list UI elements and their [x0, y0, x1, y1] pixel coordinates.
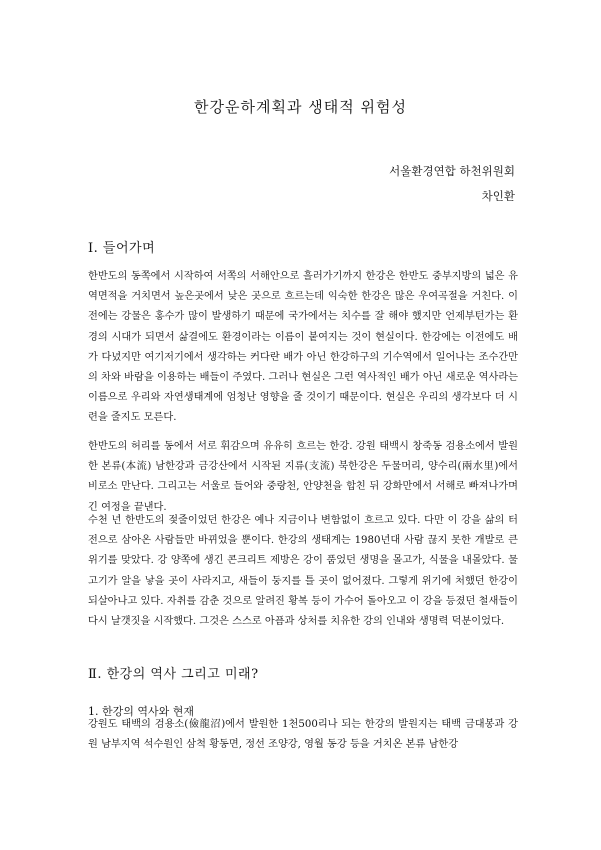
- author-name: 차인환: [481, 189, 515, 203]
- author-organization: 서울환경연합 하천위원회: [389, 164, 515, 178]
- section-heading-introduction: Ⅰ. 들어가며: [88, 241, 156, 256]
- section-heading-history: Ⅱ. 한강의 역사 그리고 미래?: [88, 667, 259, 682]
- body-paragraph: 한반도의 동쪽에서 시작하여 서쪽의 서해안으로 흘러가기까지 한강은 한반도 중부지방의 넓은 유역면적을 거치면서 높은곳에서 낮은 곳으로 흐르는데 익숙한 한강은 많은 우여곡절을 거친다. 이전에는 강물은 홍수가 많이 발생하기 때문에 국가에서는 치수를 잘 해야 했지만 언제부턴가는 환경의 시대가 되면서 삶결에도 환경이라는 이름이 붙여지는 것이 현실이다. 한강에는 이전에도 배가 다녔지만 여기저기에서 생각하는 커다란 배가 아닌 한강하구의 기수역에서 일어나는 조수간만의 차와 바람을 이용하는 배들이 주였다. 그러나 현실은 그런 역사적인 배가 아닌 새로운 역사라는 이름으로 우리와 자연생태계에 엄청난 영향을 줄 것이기 때문이다. 현실은 우리의 생각보다 더 시련을 줄지도 모른다.: [88, 271, 518, 424]
- page-title: 한강운하계획과 생태적 위험성: [194, 98, 407, 116]
- body-paragraph: 한반도의 허리를 동에서 서로 휘감으며 유유히 흐르는 한강. 강원 태백시 창죽동 검용소에서 발원한 본류(本流) 남한강과 금강산에서 시작된 지류(支流) 북한강은 두물머리, 양수리(兩水里)에서 비로소 만난다. 그리고는 서울로 들어와 중랑천, 안양천을 합친 뒤 강화만에서 서해로 빠져나가며 긴 여정을 끝낸다.: [88, 441, 518, 513]
- subsection-heading: 1. 한강의 역사와 현재: [88, 705, 194, 718]
- body-paragraph: 강원도 태백의 검용소(儉龍沼)에서 발원한 1천500리나 되는 한강의 발원지는 태백 금대봉과 강원 남부지역 석수원인 삼척 황동면, 정선 조양강, 영월 동강 등을 거치온 본류 남한강: [88, 719, 518, 751]
- body-paragraph: 수천 년 한반도의 젖줄이었던 한강은 예나 지금이나 변함없이 흐르고 있다. 다만 이 강을 삶의 터전으로 삼아온 사람들만 바뀌었을 뿐이다. 한강의 생태계는 1980년대 사람 끊지 못한 개발로 큰 위기를 맞았다. 강 양쪽에 생긴 콘크리트 제방은 강이 품었던 생명을 몰고가, 식물을 내몰았다. 물고기가 알을 낳을 곳이 사라지고, 새들이 둥지를 틀 곳이 없어졌다. 그렇게 위기에 처했던 한강이 되살아나고 있다. 자취를 감춘 것으로 알려진 황복 등이 가수어 돌아오고 이 강을 등졌던 철새들이 다시 날갯짓을 시작했다. 그것은 스스로 아픔과 상처를 치유한 강의 인내와 생명력 덕분이었다.: [88, 515, 518, 628]
